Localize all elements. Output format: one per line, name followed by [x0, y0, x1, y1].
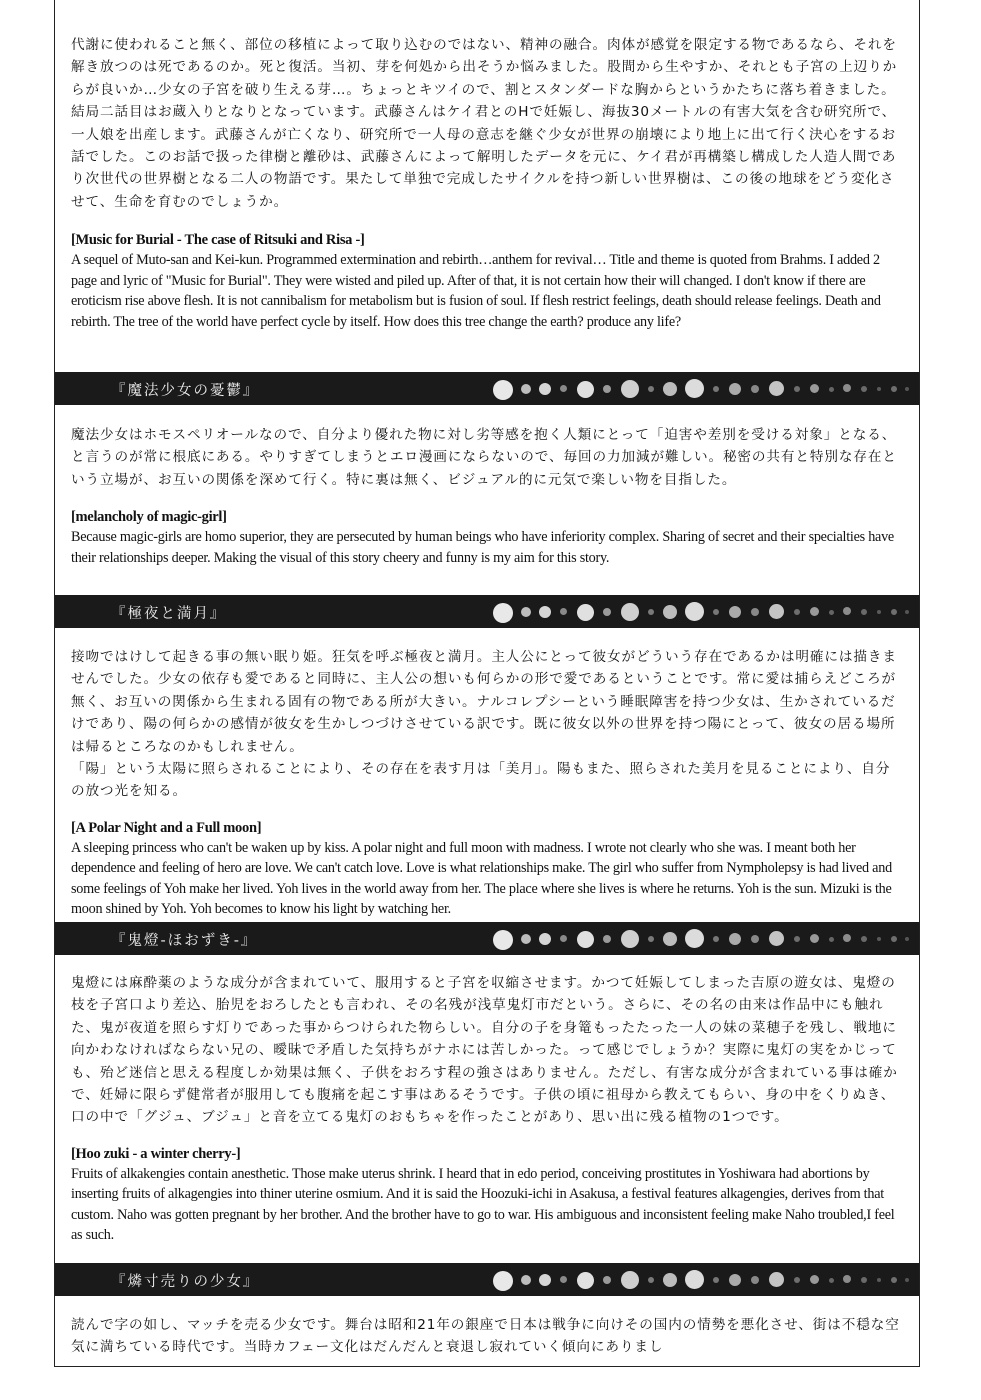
dot-decoration — [905, 387, 909, 391]
section-header-bar — [55, 922, 919, 955]
dot-decoration — [493, 603, 513, 623]
section-hoozuki — [71, 972, 903, 1246]
dot-decoration — [577, 381, 594, 398]
dot-decoration — [810, 384, 819, 393]
dot-decoration — [663, 382, 677, 396]
dot-decoration — [829, 937, 834, 942]
dot-decoration — [861, 936, 867, 942]
dot-decoration — [560, 608, 567, 615]
dot-decoration — [829, 387, 834, 392]
dot-decoration — [810, 607, 819, 616]
dot-decoration — [751, 1276, 759, 1284]
dot-decoration — [648, 936, 654, 942]
dot-decoration — [521, 384, 531, 394]
dot-decoration — [891, 1277, 897, 1283]
jp-paragraph: 読んで字の如し、マッチを売る少女です。舞台は昭和21年の銀座で日本は戦争に向けその国内の情勢を悪化させ、街は不穏な空気に満ちている時代です。当時カフェー文化はだんだんと衰退し寂れていく傾向にありまし — [71, 1317, 900, 1356]
dot-decoration — [769, 1272, 784, 1287]
dot-decoration — [560, 385, 567, 392]
dot-decoration — [877, 610, 881, 614]
dot-decoration — [603, 935, 611, 943]
dot-decoration — [713, 936, 719, 942]
dot-decoration — [603, 385, 611, 393]
section-title: 『燐寸売りの少女』 — [111, 1274, 260, 1290]
section-match-girl — [71, 1314, 903, 1359]
dot-decoration — [891, 609, 897, 615]
dot-decoration — [603, 1276, 611, 1284]
dot-decoration — [769, 931, 784, 946]
dot-decoration — [685, 379, 704, 398]
dot-decoration — [751, 935, 759, 943]
dot-decoration — [751, 608, 759, 616]
dot-decoration — [891, 936, 897, 942]
dot-decoration — [794, 386, 800, 392]
dot-decoration — [621, 930, 639, 948]
en-paragraph: A sequel of Muto-san and Kei-kun. Programmed extermination and rebirth…anthem for revival… Title and theme is quoted from Brahms. I added 2 page and lyric of "Music for Burial". They were wisted and piled up. After of that, it is not certain how their will changed. I don't know if there are eroticism rise above flesh. It is not cannibalism for metabolism but is fusion of soul. If flesh restrict feelings, death should release feelings. Death and rebirth. The tree of the world have perfect cycle by itself. How does this tree change the earth? produce any life? — [71, 252, 881, 330]
dot-decoration — [621, 1271, 639, 1289]
dot-decoration — [729, 606, 741, 618]
dot-decoration — [685, 929, 704, 948]
section-magic-girl — [71, 424, 903, 568]
dot-decoration — [810, 1275, 819, 1284]
dot-decoration — [648, 386, 654, 392]
dot-decoration — [877, 387, 881, 391]
dot-decoration — [663, 932, 677, 946]
dot-decoration — [843, 607, 851, 615]
section-title: 『魔法少女の憂鬱』 — [111, 383, 260, 399]
dot-decoration — [794, 936, 800, 942]
en-heading: [A Polar Night and a Full moon] — [71, 819, 262, 836]
dot-decoration — [729, 383, 741, 395]
dot-decoration — [861, 386, 867, 392]
dots-decoration — [485, 1263, 919, 1296]
jp-paragraph: 鬼燈には麻酔薬のような成分が含まれていて、服用すると子宮を収縮させます。かつて妊娠してしまった吉原の遊女は、鬼燈の枝を子宮口より差込、胎児をおろしたとも言われ、その名残が浅草鬼灯市だという。さらに、その名の由来は作品中にも触れた、鬼が夜道を照らす灯りであった事からつけられた物らしい。自分の子を身篭もったたった一人の妹の菜穂子を残し、戦地に向かわなければならない兄の、曖昧で矛盾した気持ちがナホには苦しかった。って感じでしょうか？実際に鬼灯の実をかじっても、殆ど迷信と思える程度しか効果は無く、子供をおろす程の強さはありません。ただし、有害な成分が含まれている事は確かで、妊婦に限らず健常者が服用しても腹痛を起こす事はあるそうです。子供の頃に祖母から教えてもらい、身の中をくりぬき、口の中で「グジュ、ブジュ」と音を立てる鬼灯のおもちゃを作ったことがあり、思い出に残る植物の1つです。 — [71, 975, 898, 1126]
dot-decoration — [877, 1278, 881, 1282]
dots-decoration — [485, 922, 919, 955]
dot-decoration — [539, 933, 551, 945]
dot-decoration — [794, 1277, 800, 1283]
dot-decoration — [577, 931, 594, 948]
section-title: 『鬼燈-ほおずき-』 — [111, 933, 258, 949]
dot-decoration — [493, 380, 513, 400]
dot-decoration — [663, 1273, 677, 1287]
dot-decoration — [560, 935, 567, 942]
dot-decoration — [493, 930, 513, 950]
section-title: 『極夜と満月』 — [111, 606, 227, 622]
jp-paragraph: 魔法少女はホモスペリオールなので、自分より優れた物に対し劣等感を抱く人類にとって「迫害や差別を受ける対象」となる、と言うのが常に根底にある。やりすぎてしまうとエロ漫画にならないので、毎回の力加減が難しい。秘密の共有と特別な存在という立場が、お互いの関係を深めて行く。特に裏は無く、ビジュアル的に元気で楽しい物を目指した。 — [71, 427, 897, 488]
dot-decoration — [769, 604, 784, 619]
dot-decoration — [843, 384, 851, 392]
dot-decoration — [713, 386, 719, 392]
dot-decoration — [648, 609, 654, 615]
dot-decoration — [861, 1277, 867, 1283]
dot-decoration — [905, 610, 909, 614]
dot-decoration — [685, 1270, 704, 1289]
dot-decoration — [539, 383, 551, 395]
en-heading: [Hoo zuki - a winter cherry-] — [71, 1145, 241, 1162]
dot-decoration — [843, 934, 851, 942]
dot-decoration — [577, 604, 594, 621]
dot-decoration — [521, 1275, 531, 1285]
dot-decoration — [685, 602, 704, 621]
section-music-for-burial — [71, 34, 903, 332]
section-header-bar — [55, 1263, 919, 1296]
dot-decoration — [621, 380, 639, 398]
section-polar-night — [71, 646, 903, 920]
dot-decoration — [539, 1274, 551, 1286]
dot-decoration — [829, 610, 834, 615]
dot-decoration — [843, 1275, 851, 1283]
dot-decoration — [713, 1277, 719, 1283]
dot-decoration — [905, 1278, 909, 1282]
en-heading: [melancholy of magic-girl] — [71, 509, 227, 526]
dot-decoration — [603, 608, 611, 616]
dot-decoration — [751, 385, 759, 393]
dot-decoration — [794, 609, 800, 615]
dot-decoration — [713, 609, 719, 615]
dots-decoration — [485, 372, 919, 405]
jp-paragraph: 接吻ではけして起きる事の無い眠り姫。狂気を呼ぶ極夜と満月。主人公にとって彼女がどういう存在であるかは明確には描きませんでした。少女の依存も愛であると同時に、主人公の想いも何らかの形で愛であるということです。常に愛は捕らえどころが無く、お互いの関係から生まれる固有の物である所が大きい。ナルコレプシーという睡眠障害を持つ少女は、生かされているだけであり、陽の何らかの感情が彼女を生かしつづけさせている訳です。既に彼女以外の世界を持つ陽にとって、彼女の居る場所は帰るところなのかもしれません。 「陽」という太陽に照らされることにより、その存在を表す月は「美月」。陽もまた、照らされた美月を見ることにより、自分の放つ光を知る。 — [71, 649, 897, 800]
dot-decoration — [621, 603, 639, 621]
section-header-bar — [55, 595, 919, 628]
dot-decoration — [905, 937, 909, 941]
en-paragraph: Fruits of alkakengies contain anesthetic. Those make uterus shrink. I heard that in edo period, conceiving prostitutes in Yoshiwara had abortions by inserting fruits of alkagengies into thiner uterine osmium. And it is said the Hoozuki-ichi in Asakusa, a festival features alkagengies, derives from that custom. Naho was gotten pregnant by her brother. And the brother have to go to war. His ambiguous and inconsistent feeling make Naho troubled,I feel as such. — [71, 1165, 895, 1244]
jp-paragraph: 代謝に使われること無く、部位の移植によって取り込むのではない、精神の融合。肉体が感覚を限定する物であるなら、それを解き放つのは死であるのか。死と復活。当初、芽を何処から出そうか悩みました。股間から生やすか、それとも子宮の上辺りからが良いか…少女の子宮を破り生える芽…。ちょっとキツイので、割とスタンダードな胸からというかたちに落ち着きました。結局二話目はお蔵入りとなりとなっています。武藤さんはケイ君とのHで妊娠し、海抜30メートルの有害大気を含む研究所で、一人娘を出産します。武藤さんが亡くなり、研究所で一人母の意志を継ぐ少女が世界の崩壊により地上に出て行く決心をするお話でした。このお話で扱った律樹と離砂は、武藤さんによって解明したデータを元に、ケイ君が再構築し構成した人造人間であり次世代の世界樹となる二人の物語です。果たして単独で完成したサイクルを持つ新しい世界樹は、この後の地球をどう変化させて、生命を育むのでしょうか。 — [71, 37, 898, 210]
dot-decoration — [663, 605, 677, 619]
dots-decoration — [485, 595, 919, 628]
dot-decoration — [560, 1276, 567, 1283]
dot-decoration — [493, 1271, 513, 1291]
dot-decoration — [539, 606, 551, 618]
dot-decoration — [577, 1272, 594, 1289]
dot-decoration — [891, 386, 897, 392]
dot-decoration — [769, 381, 784, 396]
section-header-bar — [55, 372, 919, 405]
dot-decoration — [810, 934, 819, 943]
en-heading: [Music for Burial - The case of Ritsuki and Risa -] — [71, 232, 365, 249]
dot-decoration — [729, 1274, 741, 1286]
dot-decoration — [877, 937, 881, 941]
dot-decoration — [648, 1277, 654, 1283]
dot-decoration — [521, 934, 531, 944]
dot-decoration — [729, 933, 741, 945]
en-paragraph: A sleeping princess who can't be waken up by kiss. A polar night and full moon with madness. I wrote not clearly who she was. I meant both her dependence and feeling of hero are love. We can't catch love. Love is what relationships make. The girl who suffer from Nympholepsy is had lived and some feelings of Yoh make her lived. Yoh lives in the world away from her. The place where she lives is where he returns. Yoh is the sun. Mizuki is the moon shined by Yoh. Yoh becomes to know his light by watching her. — [71, 839, 892, 918]
dot-decoration — [861, 609, 867, 615]
en-paragraph: Because magic-girls are homo superior, they are persecuted by human beings who have inferiority complex. Sharing of secret and their specialties have their relationships deeper. Making the visual of this story cheery and funny is my aim for this story. — [71, 529, 894, 566]
document-page — [54, 0, 920, 1367]
dot-decoration — [829, 1278, 834, 1283]
dot-decoration — [521, 607, 531, 617]
